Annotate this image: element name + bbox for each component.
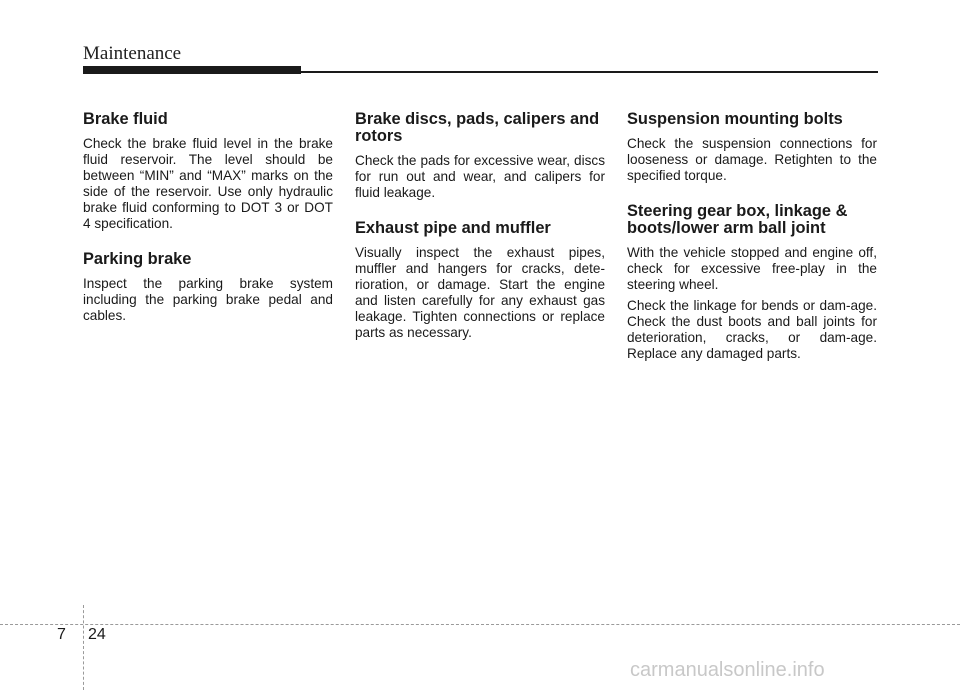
section-title: Suspension mounting bolts (627, 110, 843, 128)
section-title: Brake fluid (83, 110, 168, 128)
section-paragraph: Check the linkage for bends or dam-age. Check the dust boots and ball joints for deterioration, cracks, or dam-age. Replace any damaged parts. (627, 298, 877, 361)
section-paragraph: Inspect the parking brake system including the parking brake pedal and cables. (83, 276, 333, 323)
footer-rule (0, 624, 960, 625)
header-accent-bar (83, 66, 301, 74)
section-paragraph: Check the brake fluid level in the brake fluid reservoir. The level should be between “MIN” and “MAX” marks on the side of the reservoir. Use only hydraulic brake fluid conforming to DOT 3 or DOT 4 specification. (83, 136, 333, 231)
section-parking-brake (83, 251, 333, 324)
watermark: carmanualsonline.info (630, 659, 825, 681)
section-steering-gear (627, 203, 877, 362)
section-header-title: Maintenance (83, 43, 182, 64)
section-title: Steering gear box, linkage & boots/lower arm ball joint (627, 202, 848, 237)
chapter-number: 7 (57, 626, 66, 643)
column-1 (83, 111, 333, 343)
section-title: Parking brake (83, 250, 192, 268)
section-title: Exhaust pipe and muffler (355, 219, 551, 237)
footer-divider (83, 605, 84, 690)
section-title: Brake discs, pads, calipers and rotors (355, 110, 600, 145)
section-paragraph: Check the pads for excessive wear, discs for run out and wear, and calipers for fluid leakage. (355, 153, 605, 200)
section-paragraph: With the vehicle stopped and engine off, check for excessive free-play in the steering wheel. (627, 245, 877, 292)
section-brake-fluid (83, 111, 333, 232)
section-suspension-bolts (627, 111, 877, 184)
section-paragraph: Check the suspension connections for looseness or damage. Retighten to the specified torque. (627, 136, 877, 183)
page-number: 24 (88, 626, 106, 643)
section-exhaust-pipe (355, 220, 605, 341)
section-paragraph: Visually inspect the exhaust pipes, muffler and hangers for cracks, dete-rioration, or damage. Start the engine and listen carefully for any exhaust gas leakage. Tighten connections or replace parts as necessary. (355, 245, 605, 340)
column-2 (355, 111, 605, 360)
section-brake-discs (355, 111, 605, 201)
column-3 (627, 111, 877, 381)
